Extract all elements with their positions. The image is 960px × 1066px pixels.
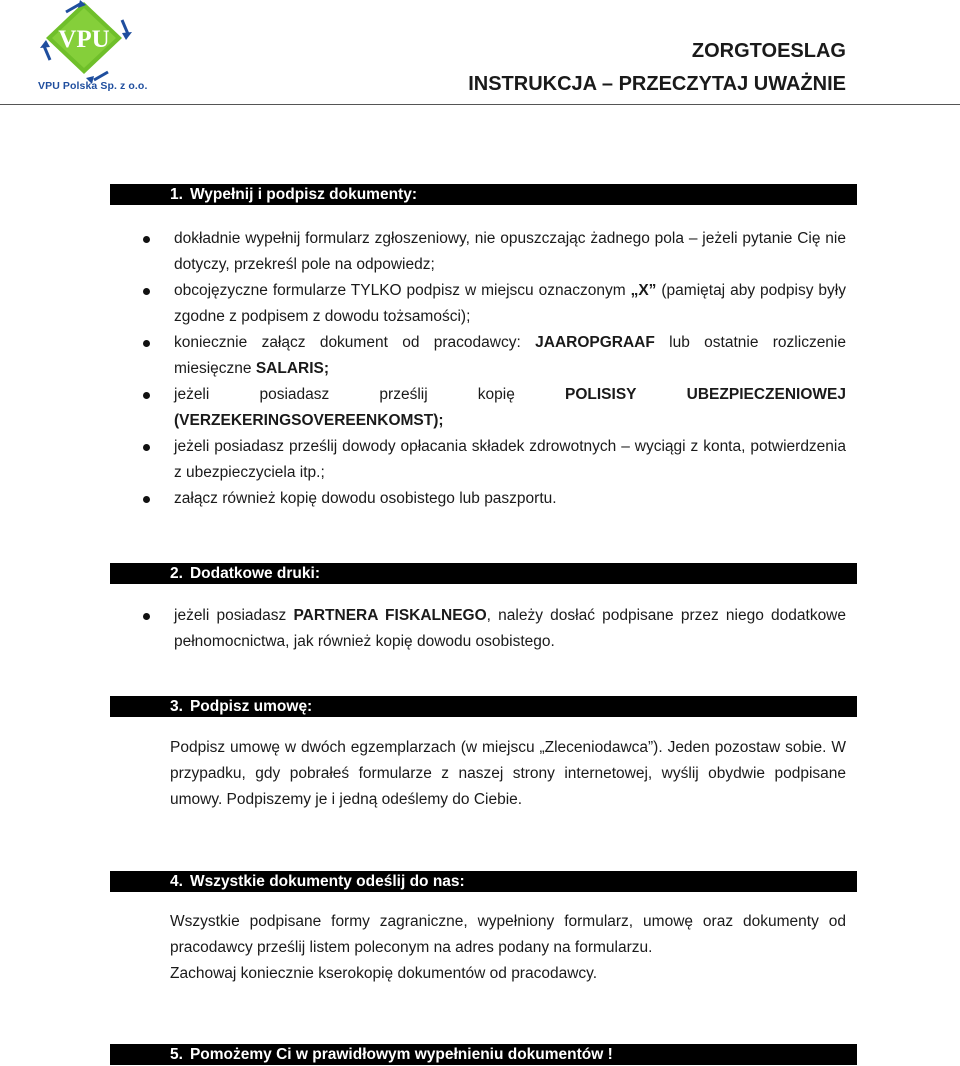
bullet-icon <box>143 288 150 295</box>
section-3-header <box>110 696 857 717</box>
header-divider <box>0 104 960 105</box>
bullet-icon <box>143 340 150 347</box>
section-1-list <box>140 226 846 512</box>
section-5-number: 5. <box>170 1046 183 1063</box>
section-5-title: Pomożemy Ci w prawidłowym wypełnieniu dokumentów ! <box>189 1046 613 1063</box>
document-title: ZORGTOESLAG <box>691 40 846 62</box>
list-item-text: jeżeli posiadasz prześlij dowody opłacania składek zdrowotnych – wyciągi z konta, potwierdzenia z ubezpieczyciela itp.; <box>174 438 846 481</box>
list-item-text: jeżeli posiadasz prześlij kopię POLISISY UBEZPIECZENIOWEJ (VERZEKERINGSOVEREENKOMST); <box>174 386 846 429</box>
section-2-list <box>140 603 846 655</box>
section-4-header <box>110 871 857 892</box>
list-item-text: jeżeli posiadasz PARTNERA FISKALNEGO, należy dosłać podpisane przez niego dodatkowe pełnomocnictwa, jak również kopię dowodu osobistego. <box>174 607 847 650</box>
bullet-icon <box>143 613 150 620</box>
section-1-number: 1. <box>170 186 183 203</box>
list-item <box>140 486 846 512</box>
bullet-icon <box>143 496 150 503</box>
section-1-header <box>110 184 857 205</box>
list-item-text: obcojęzyczne formularze TYLKO podpisz w miejscu oznaczonym „X” (pamiętaj aby podpisy były zgodne z podpisem z dowodu tożsamości); <box>174 282 846 325</box>
list-item-text: dokładnie wypełnij formularz zgłoszeniowy, nie opuszczając żadnego pola – jeżeli pytanie Cię nie dotyczy, przekreśl pole na odpowiedz; <box>174 230 846 273</box>
bullet-icon <box>143 444 150 451</box>
list-item <box>140 603 846 655</box>
list-item <box>140 330 846 382</box>
document-subtitle: INSTRUKCJA – PRZECZYTAJ UWAŻNIE <box>468 73 846 95</box>
list-item <box>140 278 846 330</box>
list-item-text: załącz również kopię dowodu osobistego lub paszportu. <box>174 490 557 507</box>
section-4-number: 4. <box>170 873 183 890</box>
section-2-header <box>110 563 857 584</box>
section-4-paragraph-text: Wszystkie podpisane formy zagraniczne, wypełniony formularz, umowę oraz dokumenty od pracodawcy prześlij listem poleconym na adres podany na formularzu. <box>170 913 846 956</box>
section-1-title: Wypełnij i podpisz dokumenty: <box>189 186 417 203</box>
logo-caption: VPU Polska Sp. z o.o. <box>38 80 148 92</box>
list-item <box>140 226 846 278</box>
section-2-title: Dodatkowe druki: <box>189 565 320 582</box>
section-4-paragraph <box>170 909 846 987</box>
section-5-header <box>110 1044 857 1065</box>
section-4-paragraph-note: Zachowaj koniecznie kserokopię dokumentów od pracodawcy. <box>170 965 598 982</box>
list-item <box>140 434 846 486</box>
logo-monogram: VPU <box>58 26 110 53</box>
section-3-title: Podpisz umowę: <box>189 698 313 715</box>
list-item <box>140 382 846 434</box>
bullet-icon <box>143 392 150 399</box>
section-3-number: 3. <box>170 698 183 715</box>
section-2-number: 2. <box>170 565 183 582</box>
section-4-title: Wszystkie dokumenty odeślij do nas: <box>189 873 465 890</box>
list-item-text: koniecznie załącz dokument od pracodawcy: JAAROPGRAAF lub ostatnie rozliczenie miesięczne SALARIS; <box>174 334 846 377</box>
bullet-icon <box>143 236 150 243</box>
section-3-paragraph: Podpisz umowę w dwóch egzemplarzach (w miejscu „Zleceniodawca”). Jeden pozostaw sobie. W przypadku, gdy pobrałeś formularze z naszej strony internetowej, wyślij obydwie podpisane umowy. Podpiszemy je i jedną odeślemy do Ciebie. <box>170 739 846 808</box>
